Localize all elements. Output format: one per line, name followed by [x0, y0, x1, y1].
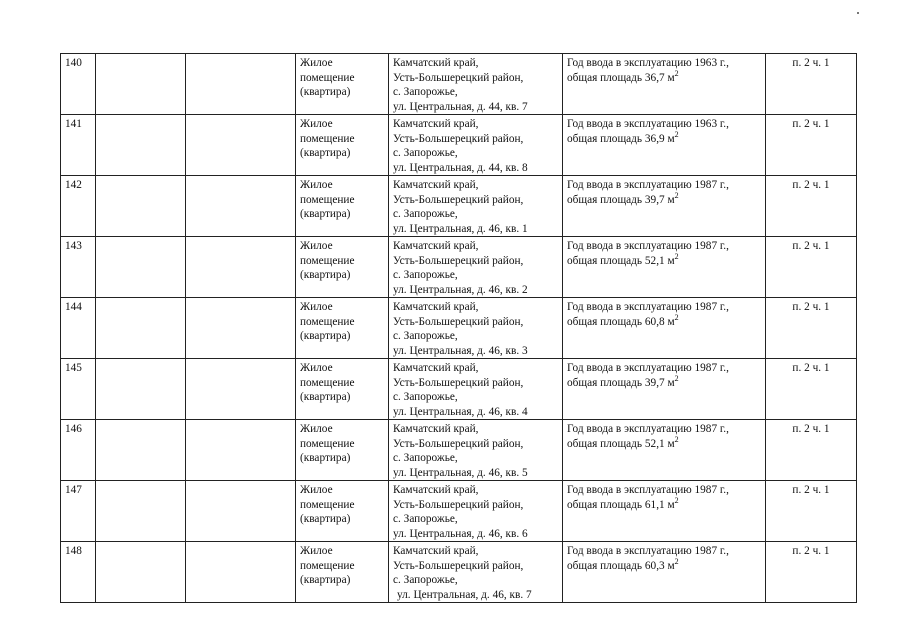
property-name-cell	[296, 115, 389, 176]
area-unit-exponent: 2	[674, 434, 679, 444]
address-line: с. Запорожье,	[393, 574, 458, 586]
address-cell	[389, 237, 563, 298]
name-line: помещение	[300, 376, 355, 389]
area-unit-exponent: 2	[674, 68, 679, 78]
legal-basis-cell	[766, 54, 857, 115]
area-unit-exponent: 2	[674, 312, 679, 322]
empty-cell	[186, 54, 296, 115]
address-line: Усть-Большерецкий район,	[393, 193, 524, 206]
empty-cell	[96, 542, 186, 603]
address-cell	[389, 481, 563, 542]
name-line: Жилое	[300, 423, 333, 435]
address-cell	[389, 298, 563, 359]
property-name-cell	[296, 542, 389, 603]
legal-basis: п. 2 ч. 1	[792, 362, 830, 374]
area-unit-exponent: 2	[674, 556, 679, 566]
address-line: с. Запорожье,	[393, 391, 458, 403]
description-cell	[563, 54, 766, 115]
address-line: Усть-Большерецкий район,	[393, 437, 524, 450]
address-line: Камчатский край,	[393, 240, 479, 252]
address-line: ул. Центральная, д. 46, кв. 6	[393, 527, 528, 540]
row-number-cell	[61, 54, 96, 115]
commission-year: Год ввода в эксплуатацию 1987 г.,	[567, 240, 729, 252]
total-area: общая площадь 52,1 $м^2$	[567, 251, 679, 267]
empty-cell	[186, 359, 296, 420]
name-line: (квартира)	[300, 208, 351, 220]
commission-year: Год ввода в эксплуатацию 1987 г.,	[567, 545, 729, 557]
name-line: помещение	[300, 559, 355, 572]
empty-cell	[96, 115, 186, 176]
description-cell	[563, 237, 766, 298]
description-cell	[563, 176, 766, 237]
commission-year: Год ввода в эксплуатацию 1987 г.,	[567, 179, 729, 191]
legal-basis: п. 2 ч. 1	[792, 179, 830, 191]
row-number-cell	[61, 115, 96, 176]
address-line: Камчатский край,	[393, 484, 479, 496]
description-cell	[563, 359, 766, 420]
row-number-cell	[61, 359, 96, 420]
name-line: Жилое	[300, 362, 333, 374]
name-line: (квартира)	[300, 452, 351, 464]
commission-year: Год ввода в эксплуатацию 1987 г.,	[567, 484, 729, 496]
row-number-cell	[61, 176, 96, 237]
name-line: Жилое	[300, 545, 333, 557]
address-line: с. Запорожье,	[393, 86, 458, 98]
address-line: с. Запорожье,	[393, 330, 458, 342]
row-number-cell	[61, 298, 96, 359]
row-number: 146	[65, 423, 82, 435]
legal-basis: п. 2 ч. 1	[792, 545, 830, 557]
address-line: ул. Центральная, д. 46, кв. 2	[393, 283, 528, 296]
empty-cell	[96, 298, 186, 359]
name-line: (квартира)	[300, 147, 351, 159]
address-line: Камчатский край,	[393, 423, 479, 435]
name-line: (квартира)	[300, 513, 351, 525]
address-line: с. Запорожье,	[393, 513, 458, 525]
address-cell	[389, 420, 563, 481]
area-unit-exponent: 2	[674, 373, 679, 383]
row-number: 141	[65, 118, 82, 130]
legal-basis-cell	[766, 298, 857, 359]
address-line: Усть-Большерецкий район,	[393, 71, 524, 84]
empty-cell	[96, 176, 186, 237]
legal-basis-cell	[766, 359, 857, 420]
empty-cell	[96, 237, 186, 298]
table-row	[61, 359, 857, 420]
empty-cell	[96, 54, 186, 115]
row-number-cell	[61, 481, 96, 542]
area-unit-exponent: 2	[674, 190, 679, 200]
name-line: Жилое	[300, 301, 333, 313]
name-line: помещение	[300, 498, 355, 511]
empty-cell	[96, 481, 186, 542]
address-line: Усть-Большерецкий район,	[393, 132, 524, 145]
address-line: с. Запорожье,	[393, 452, 458, 464]
commission-year: Год ввода в эксплуатацию 1987 г.,	[567, 362, 729, 374]
area-unit-exponent: 2	[674, 251, 679, 261]
name-line: Жилое	[300, 179, 333, 191]
address-line: ул. Центральная, д. 46, кв. 4	[393, 405, 528, 418]
address-line: с. Запорожье,	[393, 147, 458, 159]
row-number: 148	[65, 545, 82, 557]
page-speck	[857, 12, 859, 14]
name-line: (квартира)	[300, 86, 351, 98]
name-line: (квартира)	[300, 330, 351, 342]
name-line: помещение	[300, 254, 355, 267]
property-name-cell	[296, 176, 389, 237]
row-number-cell	[61, 542, 96, 603]
legal-basis-cell	[766, 237, 857, 298]
legal-basis: п. 2 ч. 1	[792, 301, 830, 313]
legal-basis-cell	[766, 115, 857, 176]
address-line: с. Запорожье,	[393, 208, 458, 220]
address-cell	[389, 115, 563, 176]
row-number: 147	[65, 484, 82, 496]
property-registry-table	[60, 53, 857, 603]
name-line: (квартира)	[300, 574, 351, 586]
property-name-cell	[296, 420, 389, 481]
address-line: Камчатский край,	[393, 118, 479, 130]
empty-cell	[186, 420, 296, 481]
address-line: Камчатский край,	[393, 179, 479, 191]
name-line: (квартира)	[300, 391, 351, 403]
address-line: Усть-Большерецкий район,	[393, 498, 524, 511]
property-name-cell	[296, 298, 389, 359]
address-line: ул. Центральная, д. 46, кв. 1	[393, 222, 528, 235]
address-cell	[389, 54, 563, 115]
address-line: ул. Центральная, д. 44, кв. 7	[393, 100, 528, 113]
empty-cell	[186, 237, 296, 298]
description-cell	[563, 481, 766, 542]
commission-year: Год ввода в эксплуатацию 1987 г.,	[567, 423, 729, 435]
address-line: ул. Центральная, д. 46, кв. 3	[393, 344, 528, 357]
legal-basis: п. 2 ч. 1	[792, 484, 830, 496]
name-line: помещение	[300, 71, 355, 84]
row-number-cell	[61, 237, 96, 298]
description-cell	[563, 115, 766, 176]
empty-cell	[186, 542, 296, 603]
address-cell	[389, 542, 563, 603]
total-area: общая площадь 36,9 $м^2$	[567, 129, 679, 145]
description-cell	[563, 298, 766, 359]
total-area: общая площадь 52,1 $м^2$	[567, 434, 679, 450]
description-cell	[563, 420, 766, 481]
table-row	[61, 115, 857, 176]
row-number: 144	[65, 301, 82, 313]
total-area: общая площадь 60,8 $м^2$	[567, 312, 679, 328]
total-area: общая площадь 39,7 $м^2$	[567, 373, 679, 389]
empty-cell	[186, 481, 296, 542]
address-line: Усть-Большерецкий район,	[393, 559, 524, 572]
address-cell	[389, 176, 563, 237]
empty-cell	[186, 115, 296, 176]
empty-cell	[186, 298, 296, 359]
empty-cell	[186, 176, 296, 237]
table-row	[61, 54, 857, 115]
table-row	[61, 481, 857, 542]
area-unit-exponent: 2	[674, 129, 679, 139]
name-line: помещение	[300, 132, 355, 145]
address-line: ул. Центральная, д. 44, кв. 8	[393, 161, 528, 174]
legal-basis: п. 2 ч. 1	[792, 240, 830, 252]
table-row	[61, 542, 857, 603]
legal-basis: п. 2 ч. 1	[792, 118, 830, 130]
name-line: Жилое	[300, 118, 333, 130]
total-area: общая площадь 60,3 $м^2$	[567, 556, 679, 572]
row-number: 143	[65, 240, 82, 252]
address-line: Усть-Большерецкий район,	[393, 315, 524, 328]
legal-basis-cell	[766, 176, 857, 237]
name-line: Жилое	[300, 57, 333, 69]
address-line: Усть-Большерецкий район,	[393, 254, 524, 267]
empty-cell	[96, 359, 186, 420]
name-line: помещение	[300, 315, 355, 328]
row-number: 140	[65, 57, 82, 69]
address-line: ул. Центральная, д. 46, кв. 5	[393, 466, 528, 479]
name-line: Жилое	[300, 484, 333, 496]
name-line: Жилое	[300, 240, 333, 252]
commission-year: Год ввода в эксплуатацию 1963 г.,	[567, 57, 729, 69]
commission-year: Год ввода в эксплуатацию 1987 г.,	[567, 301, 729, 313]
property-name-cell	[296, 54, 389, 115]
table-row	[61, 298, 857, 359]
property-name-cell	[296, 481, 389, 542]
address-cell	[389, 359, 563, 420]
address-line: Камчатский край,	[393, 362, 479, 374]
address-line: Камчатский край,	[393, 301, 479, 313]
commission-year: Год ввода в эксплуатацию 1963 г.,	[567, 118, 729, 130]
name-line: (квартира)	[300, 269, 351, 281]
total-area: общая площадь 39,7 $м^2$	[567, 190, 679, 206]
property-name-cell	[296, 237, 389, 298]
address-line: с. Запорожье,	[393, 269, 458, 281]
total-area: общая площадь 61,1 $м^2$	[567, 495, 679, 511]
row-number: 142	[65, 179, 82, 191]
table-row	[61, 237, 857, 298]
row-number-cell	[61, 420, 96, 481]
legal-basis-cell	[766, 542, 857, 603]
legal-basis: п. 2 ч. 1	[792, 423, 830, 435]
property-name-cell	[296, 359, 389, 420]
address-line: Камчатский край,	[393, 545, 479, 557]
legal-basis: п. 2 ч. 1	[792, 57, 830, 69]
row-number: 145	[65, 362, 82, 374]
name-line: помещение	[300, 437, 355, 450]
name-line: помещение	[300, 193, 355, 206]
address-line: Камчатский край,	[393, 57, 479, 69]
total-area: общая площадь 36,7 $м^2$	[567, 68, 679, 84]
address-line: ул. Центральная, д. 46, кв. 7	[397, 588, 532, 601]
table-row	[61, 176, 857, 237]
description-cell	[563, 542, 766, 603]
address-line: Усть-Большерецкий район,	[393, 376, 524, 389]
empty-cell	[96, 420, 186, 481]
table-row	[61, 420, 857, 481]
legal-basis-cell	[766, 420, 857, 481]
legal-basis-cell	[766, 481, 857, 542]
area-unit-exponent: 2	[674, 495, 679, 505]
